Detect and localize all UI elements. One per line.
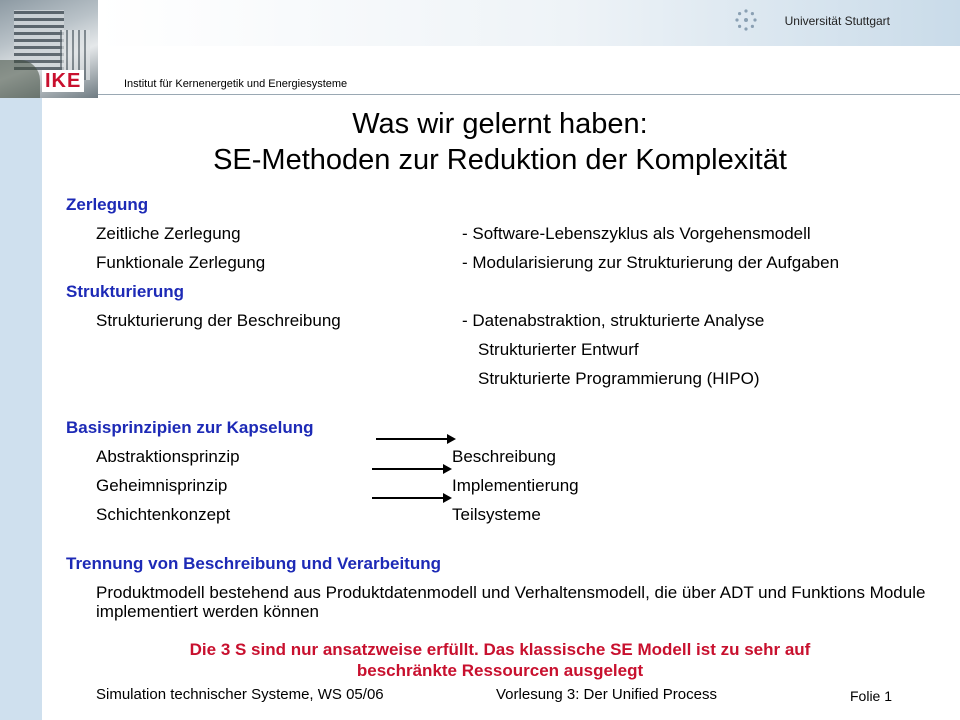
note-line-2: beschränkte Ressourcen ausgelegt	[356, 661, 644, 680]
item-description: Beschreibung	[452, 447, 556, 466]
item-label: Strukturierung der Beschreibung	[96, 311, 341, 330]
institute-name: Institut für Kernenergetik und Energiesysteme	[124, 78, 348, 90]
item-description: - Datenabstraktion, strukturierte Analyse	[462, 311, 765, 330]
ike-logo: IKE	[42, 70, 84, 92]
item-description: Strukturierter Entwurf	[478, 340, 639, 359]
tree-image	[0, 60, 40, 98]
heading-zerlegung: Zerlegung	[66, 195, 149, 214]
heading-kapselung: Basisprinzipien zur Kapselung	[66, 418, 314, 437]
item-description: - Software-Lebenszyklus als Vorgehensmodell	[462, 224, 811, 243]
list-item	[66, 471, 946, 500]
item-description: - Modularisierung zur Strukturierung der Aufgaben	[462, 253, 840, 272]
university-name: Universität Stuttgart	[784, 14, 890, 28]
heading-strukturierung: Strukturierung	[66, 282, 185, 301]
arrow-icon	[376, 438, 454, 440]
item-description: Teilsysteme	[452, 505, 541, 524]
arrow-icon	[372, 497, 450, 499]
note-line-1: Die 3 S sind nur ansatzweise erfüllt. Das klassische SE Modell ist zu sehr auf	[189, 640, 811, 659]
arrow-icon	[372, 468, 450, 470]
slide-title	[60, 106, 940, 178]
list-item	[66, 219, 946, 248]
item-label: Geheimnisprinzip	[96, 476, 228, 495]
list-item	[66, 442, 946, 471]
list-item-continuation	[66, 364, 946, 393]
item-label: Zeitliche Zerlegung	[96, 224, 241, 243]
left-sidebar	[0, 0, 42, 720]
title-line-1: Was wir gelernt haben:	[352, 108, 648, 140]
item-label: Funktionale Zerlegung	[96, 253, 266, 272]
footer-course: Simulation technischer Systeme, WS 05/06	[96, 686, 384, 703]
slide-content	[66, 190, 946, 621]
footer-lecture: Vorlesung 3: Der Unified Process	[496, 686, 717, 703]
university-logo-icon	[734, 8, 758, 32]
list-item	[66, 306, 946, 335]
heading-trennung: Trennung von Beschreibung und Verarbeitung	[66, 554, 441, 573]
item-label: Abstraktionsprinzip	[96, 447, 240, 466]
header-divider	[98, 94, 960, 95]
trennung-paragraph: Produktmodell bestehend aus Produktdatenmodell und Verhaltensmodell, die über ADT und Funktions Module implementiert werden können	[96, 583, 926, 621]
item-label: Schichtenkonzept	[96, 505, 231, 524]
list-item-continuation	[66, 335, 946, 364]
conclusion-note	[60, 639, 940, 681]
item-description: Implementierung	[452, 476, 579, 495]
title-line-2: SE-Methoden zur Reduktion der Komplexität	[213, 144, 787, 176]
list-item	[66, 500, 946, 529]
item-description: Strukturierte Programmierung (HIPO)	[478, 369, 760, 388]
slide-number: Folie 1	[850, 688, 893, 704]
list-item	[66, 248, 946, 277]
